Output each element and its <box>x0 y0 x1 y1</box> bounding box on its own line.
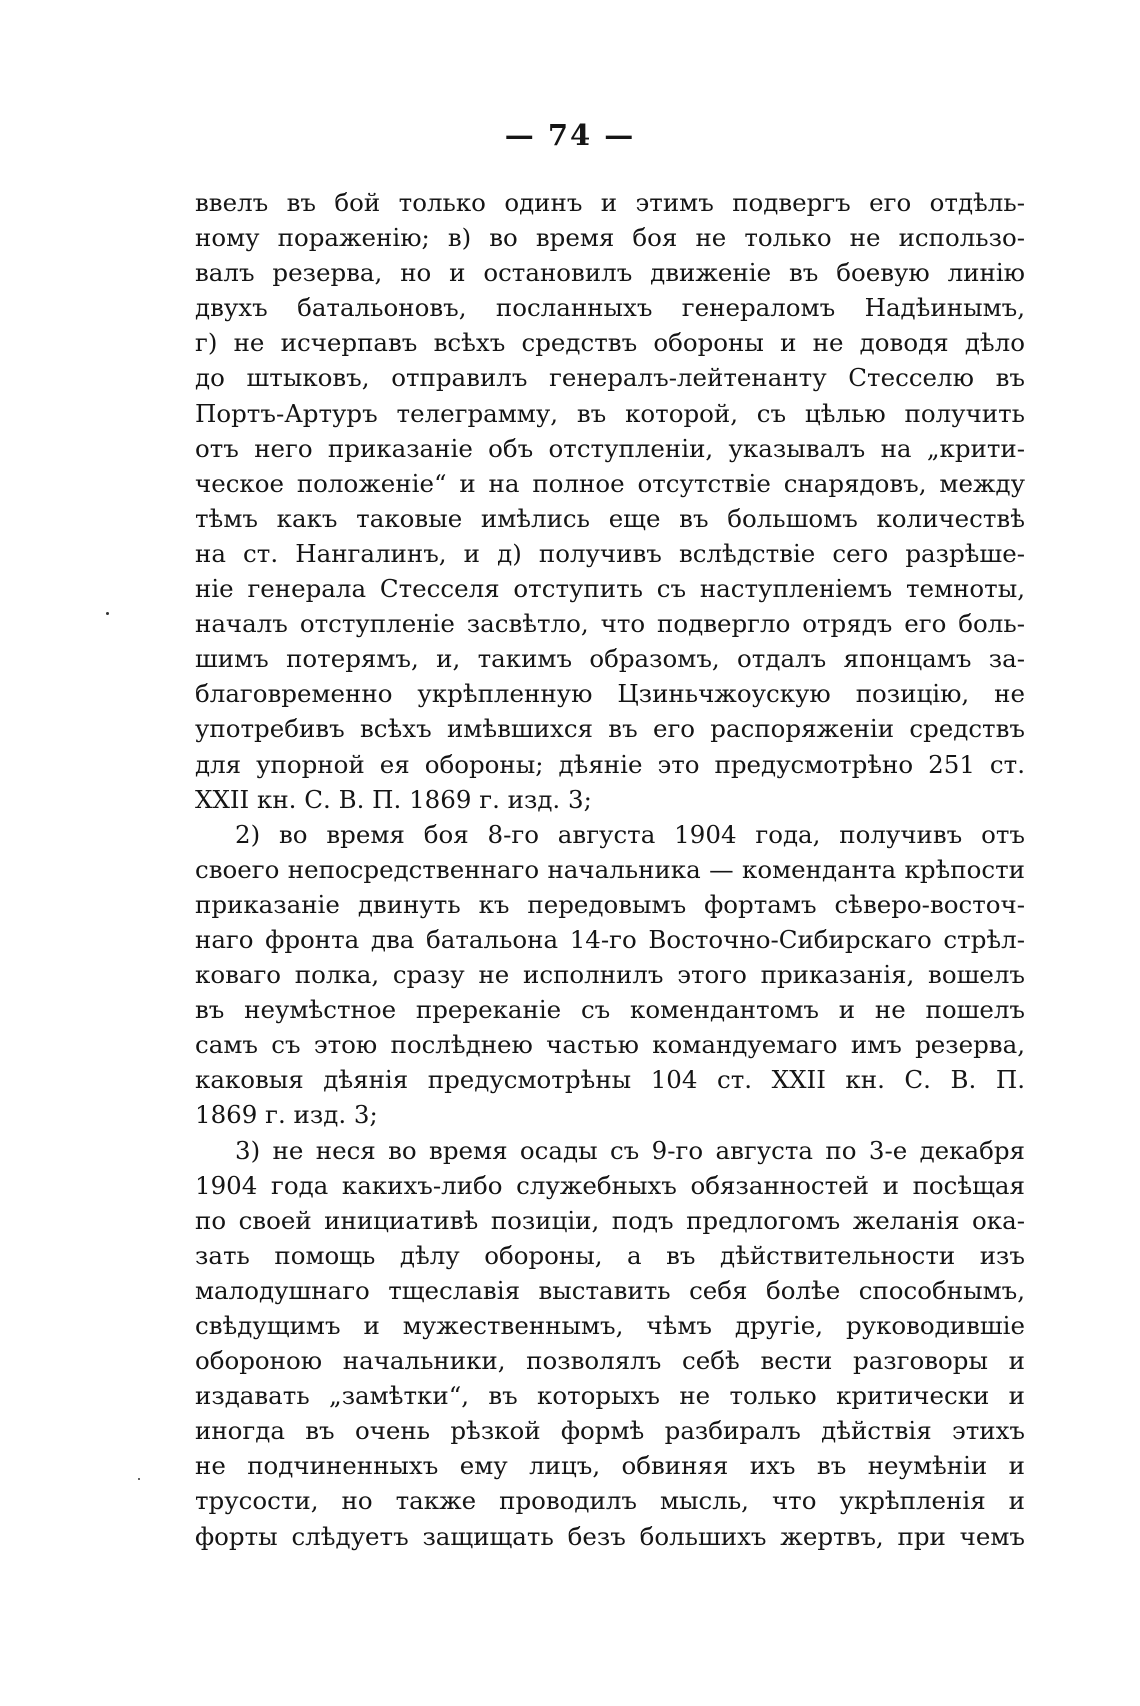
text-line: 2) во время боя 8-го августа 1904 года, получивъ отъ <box>235 819 1025 849</box>
text-line: въ неумѣстное пререканіе съ комендантомъ и не пошелъ <box>195 995 1025 1025</box>
text-line: для упорной ея обороны; дѣяніе это предусмотрѣно 251 ст. <box>195 749 1025 779</box>
paper-speck <box>106 612 109 615</box>
text-line: 1869 г. изд. 3; <box>195 1100 378 1130</box>
text-line: издавать „замѣтки“, въ которыхъ не только критически и <box>195 1381 1025 1411</box>
text-line: не подчиненныхъ ему лицъ, обвиняя ихъ въ неумѣніи и <box>195 1451 1025 1481</box>
text-line: до штыковъ, отправилъ генералъ-лейтенанту Стесселю въ <box>195 363 1025 393</box>
text-line: форты слѣдуетъ защищать безъ большихъ жертвъ, при чемъ <box>195 1521 1025 1551</box>
text-line: ческое положеніе“ и на полное отсутствіе снарядовъ, между <box>195 468 1025 498</box>
text-line: зать помощь дѣлу обороны, а въ дѣйствительности изъ <box>195 1240 1025 1270</box>
text-line: 1904 года какихъ-либо служебныхъ обязанностей и посѣщая <box>195 1170 1025 1200</box>
text-line: ному пораженію; в) во время боя не только не использо- <box>195 223 1025 253</box>
page-number: — 74 — <box>504 118 636 152</box>
text-line: по своей инициативѣ позиціи, подъ предлогомъ желанія ока- <box>195 1205 1025 1235</box>
text-line: приказаніе двинуть къ передовымъ фортамъ сѣверо-восточ- <box>195 889 1025 919</box>
text-line: малодушнаго тщеславія выставить себя болѣе способнымъ, <box>195 1275 1025 1305</box>
text-line: обороною начальники, позволялъ себѣ вести разговоры и <box>195 1346 1025 1376</box>
text-line: на ст. Нангалинъ, и д) получивъ вслѣдствіе сего разрѣше- <box>195 538 1025 568</box>
text-line: двухъ батальоновъ, посланныхъ генераломъ Надѣинымъ, <box>195 293 1025 323</box>
text-line: наго фронта два батальона 14-го Восточно-Сибирскаго стрѣл- <box>195 924 1025 954</box>
text-line: благовременно укрѣпленную Цзиньчжоускую позицію, не <box>195 679 1025 709</box>
text-line: началъ отступленіе засвѣтло, что подвергло отрядъ его боль- <box>195 609 1025 639</box>
paper-speck <box>138 1478 140 1480</box>
text-line: самъ съ этою послѣднею частью командуемаго имъ резерва, <box>195 1030 1025 1060</box>
text-line: коваго полка, сразу не исполнилъ этого приказанія, вошелъ <box>195 960 1025 990</box>
text-line: каковыя дѣянія предусмотрѣны 104 ст. XXII кн. С. В. П. <box>195 1065 1025 1095</box>
text-line: тѣмъ какъ таковые имѣлись еще въ большомъ количествѣ <box>195 503 1025 533</box>
text-body <box>195 185 1025 1554</box>
text-line: своего непосредственнаго начальника — коменданта крѣпости <box>195 854 1025 884</box>
text-line: XXII кн. С. В. П. 1869 г. изд. 3; <box>195 784 592 814</box>
text-line: Портъ-Артуръ телеграмму, въ которой, съ цѣлью получить <box>195 398 1025 428</box>
text-line: ввелъ въ бой только одинъ и этимъ подвергъ его отдѣль- <box>195 188 1025 217</box>
text-line: трусости, но также проводилъ мысль, что укрѣпленія и <box>195 1486 1025 1516</box>
text-line: отъ него приказаніе объ отступленіи, указывалъ на „крити- <box>195 433 1025 463</box>
text-line: г) не исчерпавъ всѣхъ средствъ обороны и не доводя дѣло <box>195 328 1025 358</box>
text-line: употребивъ всѣхъ имѣвшихся въ его распоряженіи средствъ <box>195 714 1025 744</box>
text-line: шимъ потерямъ, и, такимъ образомъ, отдалъ японцамъ за- <box>195 644 1025 674</box>
text-line: ніе генерала Стесселя отступить съ наступленіемъ темноты, <box>195 574 1025 604</box>
text-line: иногда въ очень рѣзкой формѣ разбиралъ дѣйствія этихъ <box>195 1416 1025 1446</box>
text-line: валъ резерва, но и остановилъ движеніе въ боевую линію <box>195 258 1025 288</box>
text-line: свѣдущимъ и мужественнымъ, чѣмъ другіе, руководившіе <box>195 1311 1025 1340</box>
text-line: 3) не неся во время осады съ 9-го августа по 3-е декабря <box>235 1135 1025 1165</box>
